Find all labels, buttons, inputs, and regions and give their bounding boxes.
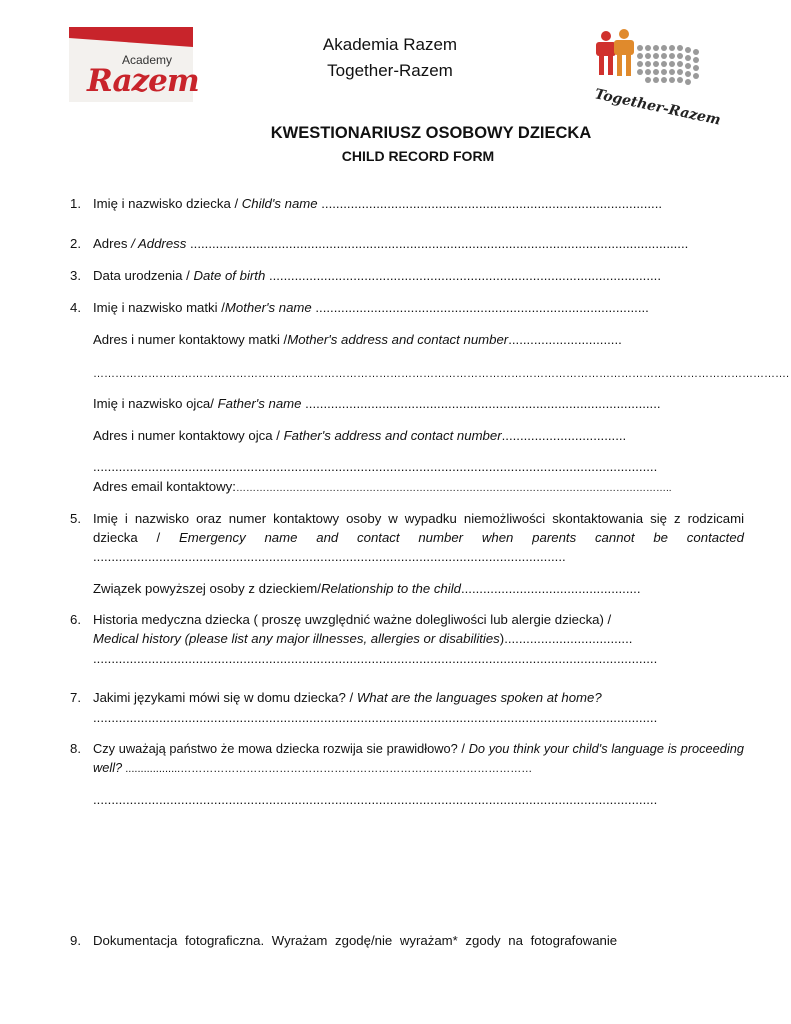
question-number: 7. [70,690,81,705]
answer-line[interactable]: ............................... [508,332,622,347]
question-8-number: 8. [70,741,81,756]
label-english: Mother's name [224,300,312,315]
org-name-english: Together-Razem [327,61,453,80]
label-polish: Imię i nazwisko ojca/ [93,396,218,411]
answer-line[interactable]: ..................…………………………………………………………………………………… [122,763,533,775]
answer-line[interactable]: ................................... [504,631,633,646]
answer-line[interactable]: ................................................. [460,581,641,596]
label-english: Mother's address and contact number [287,332,509,347]
question-5-number: 5. [70,511,81,526]
label-english: Father's address and contact number [283,428,502,443]
medical-history-line-2[interactable]: .......................................................................................................................................................... [93,651,658,666]
org-name-polish: Akademia Razem [322,35,458,54]
answer-line[interactable]: ………………………………………………………………………………………………………………….. [235,483,672,494]
question-number: 1. [70,196,81,211]
question-number: 6. [70,612,81,627]
label-english: Father's name [217,396,302,411]
together-razem-logo [588,28,722,129]
label-english: Relationship to the child [320,581,461,596]
father-address-line-2[interactable]: .......................................................................................................................................................... [93,459,658,474]
label-paren: ) [499,631,505,646]
logo-red-banner [69,27,193,47]
question-8 [93,739,744,779]
academy-razem-logo [69,27,199,102]
answer-line[interactable]: ................................................................................................................................. [93,549,566,564]
label-polish: Adres i numer kontaktowy matki / [93,332,288,347]
svg-text:Together-Razem: Together-Razem [593,86,722,129]
label-polish: Imię i nazwisko dziecka / [93,196,242,211]
logo-academy-text: Academy [122,53,173,67]
languages-answer-line[interactable]: .......................................................................................................................................................... [93,710,658,725]
question-9-number: 9. [70,933,81,948]
label-polish: Historia medyczna dziecka ( proszę uwzględnić ważne dolegliwości lub alergie dziecka) / [93,612,612,627]
form-subtitle: CHILD RECORD FORM [341,148,495,164]
label-polish: Data urodzenia / [93,268,194,283]
question-number: 4. [70,300,81,315]
father-address-row [93,427,626,445]
label-english: Medical history (please list any major illnesses, allergies or disabilities [93,631,500,646]
label-polish: Jakimi językami mówi się w domu dziecka? / [93,690,357,705]
logo-razem-text: Razem [87,63,199,99]
answer-line[interactable]: ........................................................................................... [311,300,649,315]
label-polish: Czy uważają państwo że mowa dziecka rozwija sie prawidłowo? / [93,741,469,756]
label-english: Child's name [241,196,318,211]
father-name-row [93,395,661,413]
answer-line[interactable]: ........................................................................................................... [265,268,661,283]
label-english: Do you think your child's language is proceeding well? [93,741,744,775]
label-english: What are the languages spoken at home? [356,690,602,705]
question-9: Dokumentacja fotograficzna. Wyrażam zgodę/nie wyrażam* zgody na fotografowanie [93,933,618,948]
question-number: 2. [70,236,81,251]
question-number: 3. [70,268,81,283]
together-razem-logo-graphic [588,28,722,129]
label-polish: Związek powyższej osoby z dzieckiem/ [93,581,321,596]
answer-line[interactable]: .................................. [501,428,627,443]
label-polish: Imię i nazwisko matki / [93,300,225,315]
mother-address-line-2[interactable]: ………………………………………………………………………………………………………………………………………………………………………. [93,368,790,380]
label-english: Emergency name and contact number when parents cannot be contacted [178,530,744,545]
label-english: / Address [131,236,187,251]
answer-line[interactable]: ........................................................................................................................................ [186,236,689,251]
label-polish: Imię i nazwisko oraz numer kontaktowy osoby w wypadku niemożliwości skontaktowania się z rodzicami dziecka / [93,511,744,545]
medical-history-row [93,630,632,648]
email-row [93,478,744,498]
answer-line[interactable]: ............................................................................................. [317,196,663,211]
form-title: KWESTIONARIUSZ OSOBOWY DZIECKA [270,124,592,142]
question-5 [93,509,744,565]
label-polish: Adres [93,236,132,251]
label-polish: Adres email kontaktowy: [93,479,236,494]
relationship-row [93,580,641,598]
answer-line[interactable]: ................................................................................................. [301,396,661,411]
label-english: Date of birth [193,268,266,283]
mother-address-row [93,331,622,349]
language-answer-line[interactable]: .......................................................................................................................................................... [93,792,658,807]
label-polish: Adres i numer kontaktowy ojca / [93,428,284,443]
